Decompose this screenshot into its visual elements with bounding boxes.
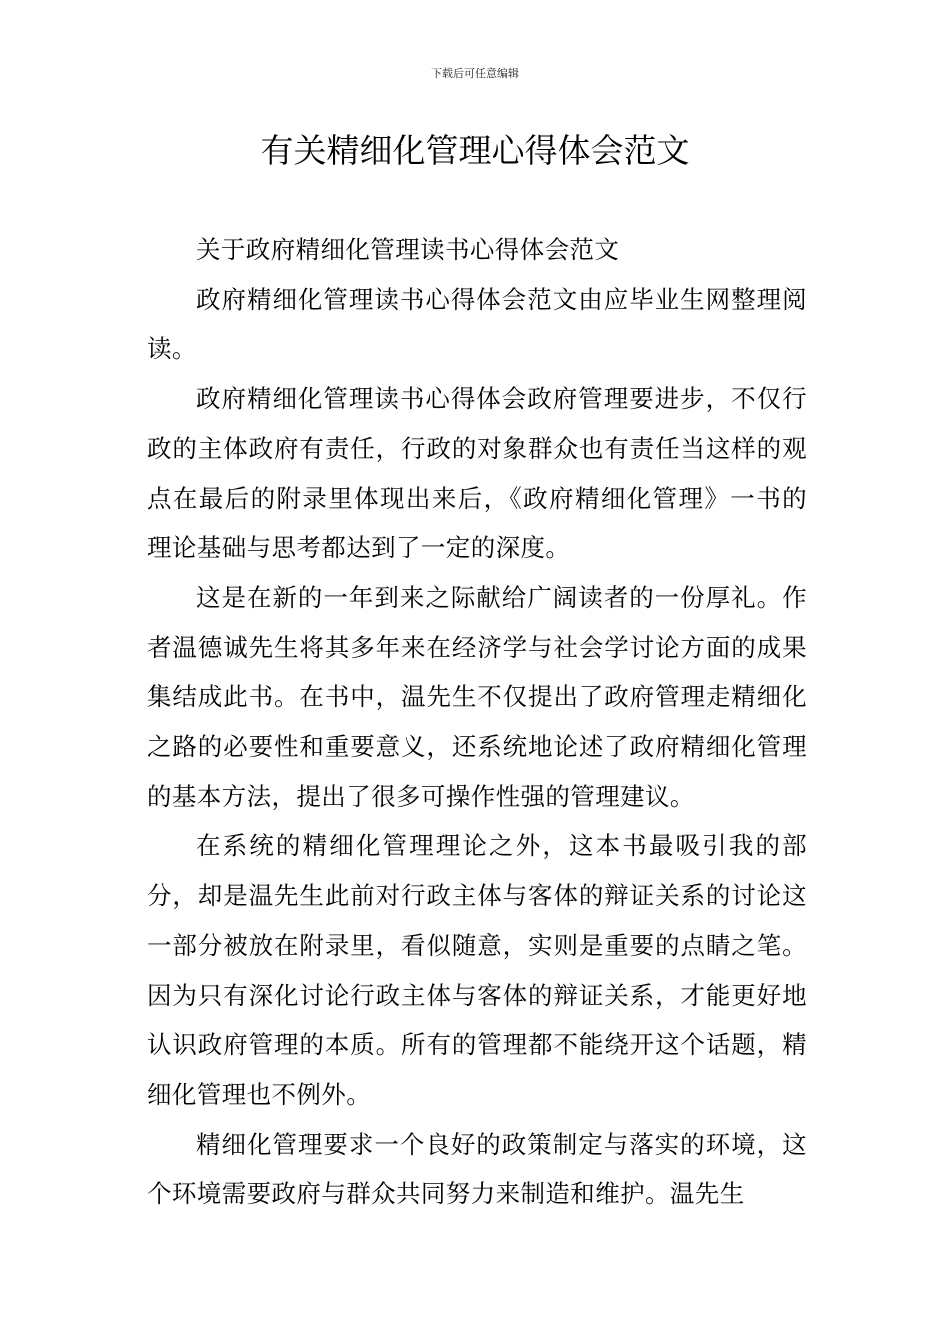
document-body	[147, 225, 807, 1219]
paragraph: 在系统的精细化管理理论之外，这本书最吸引我的部分，却是温先生此前对行政主体与客体的辩证关系的讨论这一部分被放在附录里，看似随意，实则是重要的点睛之笔。因为只有深化讨论行政主体与客体的辩证关系，才能更好地认识政府管理的本质。所有的管理都不能绕开这个话题，精细化管理也不例外。	[147, 831, 807, 1109]
paragraph: 关于政府精细化管理读书心得体会范文	[196, 235, 620, 264]
paragraph: 这是在新的一年到来之际献给广阔读者的一份厚礼。作者温德诚先生将其多年来在经济学与社会学讨论方面的成果集结成此书。在书中，温先生不仅提出了政府管理走精细化之路的必要性和重要意义，还系统地论述了政府精细化管理的基本方法，提出了很多可操作性强的管理建议。	[147, 582, 807, 811]
header-note: 下载后可任意编辑	[431, 67, 519, 80]
paragraph: 政府精细化管理读书心得体会政府管理要进步，不仅行政的主体政府有责任，行政的对象群众也有责任当这样的观点在最后的附录里体现出来后，《政府精细化管理》一书的理论基础与思考都达到了一定的深度。	[147, 384, 807, 563]
paragraph: 精细化管理要求一个良好的政策制定与落实的环境，这个环境需要政府与群众共同努力来制造和维护。温先生	[147, 1129, 807, 1209]
paragraph: 政府精细化管理读书心得体会范文由应毕业生网整理阅读。	[147, 284, 807, 364]
document-title: 有关精细化管理心得体会范文	[260, 131, 690, 170]
